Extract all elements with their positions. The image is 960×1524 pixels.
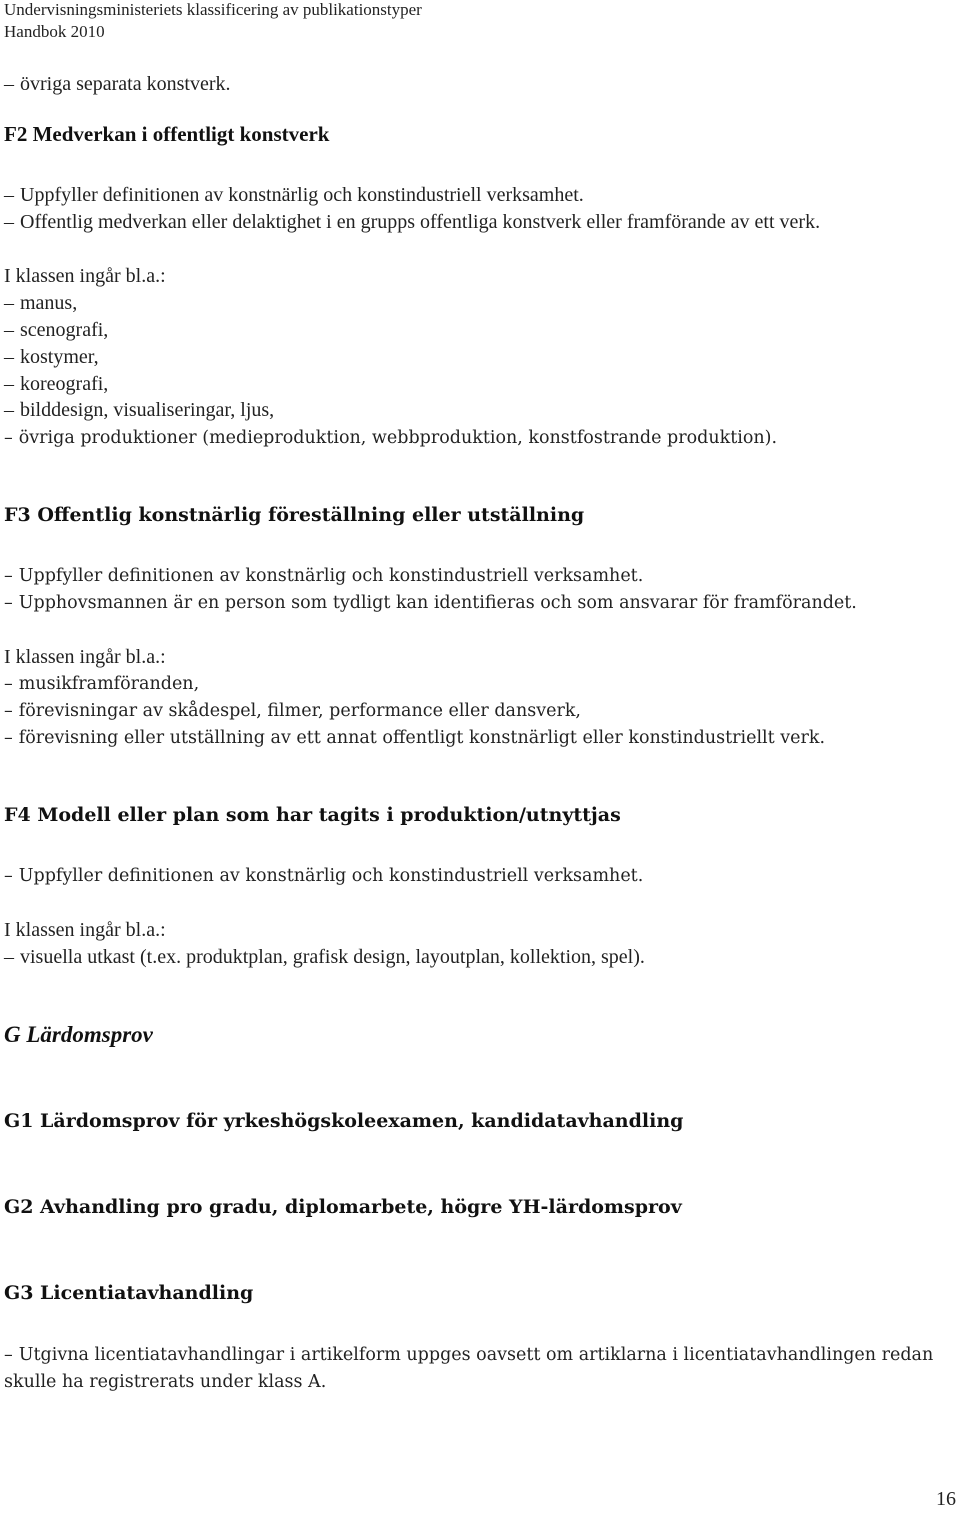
criterion-item	[4, 864, 643, 888]
running-header-title: Undervisningsministeriets klassificering av publikationstyper	[4, 0, 422, 19]
dash-bullet: –	[4, 319, 14, 341]
criterion-item	[4, 591, 857, 615]
section-heading-f3: F3 Offentlig konstnärlig föreställning eller utställning	[4, 504, 585, 526]
page-number: 16	[936, 1488, 956, 1510]
list-item-text: kostymer,	[20, 346, 99, 368]
includes-label: I klassen ingår bl.a.:	[4, 919, 166, 941]
dash-bullet: –	[4, 346, 14, 368]
list-item	[4, 318, 108, 342]
paragraph	[4, 1342, 956, 1396]
list-item	[4, 699, 581, 723]
dash-bullet: –	[4, 701, 13, 721]
list-item-text: övriga produktioner (medieproduktion, webbproduktion, konstfostrande produktion).	[18, 428, 778, 448]
dash-bullet: –	[4, 674, 13, 694]
list-item-text: förevisning eller utställning av ett annat offentligt konstnärligt eller konstindustriellt verk.	[18, 728, 826, 748]
dash-bullet: –	[4, 1345, 13, 1365]
dash-bullet: –	[4, 211, 14, 233]
dash-bullet: –	[4, 73, 14, 95]
section-heading-f2: F2 Medverkan i offentligt konstverk	[4, 122, 330, 146]
dash-bullet: –	[4, 566, 13, 586]
paragraph-text: Utgivna licentiatavhandlingar i artikelform uppges oavsett om artiklarna i licentiatavhandlingen redan skulle ha registrerats under klass A.	[4, 1345, 934, 1392]
list-item	[4, 291, 77, 315]
dash-bullet: –	[4, 946, 14, 968]
criterion-text: Uppfyller definitionen av konstnärlig och konstindustriell verksamhet.	[18, 866, 644, 886]
criterion-text: Upphovsmannen är en person som tydligt kan identifieras och som ansvarar för framförandet.	[18, 593, 857, 613]
dash-bullet: –	[4, 373, 14, 395]
section-heading-f4: F4 Modell eller plan som har tagits i produktion/utnyttjas	[4, 804, 621, 826]
criterion-item	[4, 564, 643, 588]
running-header-subtitle: Handbok 2010	[4, 22, 105, 41]
section-heading-g3: G3 Licentiatavhandling	[4, 1282, 254, 1304]
list-item	[4, 945, 645, 969]
section-heading-g: G Lärdomsprov	[4, 1022, 153, 1047]
list-item	[4, 398, 274, 422]
list-item	[4, 345, 99, 369]
list-item	[4, 372, 108, 396]
criterion-text: Uppfyller definitionen av konstnärlig och konstindustriell verksamhet.	[20, 184, 584, 206]
section-heading-g1: G1 Lärdomsprov för yrkeshögskoleexamen, kandidatavhandling	[4, 1110, 684, 1132]
includes-label: I klassen ingår bl.a.:	[4, 265, 166, 287]
list-item	[4, 726, 825, 750]
criterion-item	[4, 183, 584, 207]
dash-bullet: –	[4, 728, 13, 748]
dash-bullet: –	[4, 399, 14, 421]
list-item	[4, 72, 230, 96]
list-item-text: bilddesign, visualiseringar, ljus,	[20, 399, 275, 421]
list-item-text: visuella utkast (t.ex. produktplan, grafisk design, layoutplan, kollektion, spel).	[20, 946, 645, 968]
dash-bullet: –	[4, 184, 14, 206]
section-heading-g2: G2 Avhandling pro gradu, diplomarbete, högre YH-lärdomsprov	[4, 1196, 682, 1218]
dash-bullet: –	[4, 292, 14, 314]
list-item-text: manus,	[20, 292, 78, 314]
list-item-text: scenografi,	[20, 319, 109, 341]
list-item	[4, 672, 199, 696]
dash-bullet: –	[4, 593, 13, 613]
criterion-text: Offentlig medverkan eller delaktighet i en grupps offentliga konstverk eller framförande av ett verk.	[20, 211, 821, 233]
list-item-text: koreografi,	[20, 373, 109, 395]
dash-bullet: –	[4, 428, 13, 448]
dash-bullet: –	[4, 866, 13, 886]
criterion-text: Uppfyller definitionen av konstnärlig och konstindustriell verksamhet.	[18, 566, 644, 586]
includes-label: I klassen ingår bl.a.:	[4, 646, 166, 668]
list-item-text: övriga separata konstverk.	[20, 73, 231, 95]
list-item-text: förevisningar av skådespel, filmer, performance eller dansverk,	[18, 701, 581, 721]
criterion-item	[4, 210, 820, 234]
list-item	[4, 426, 777, 450]
list-item-text: musikframföranden,	[18, 674, 200, 694]
